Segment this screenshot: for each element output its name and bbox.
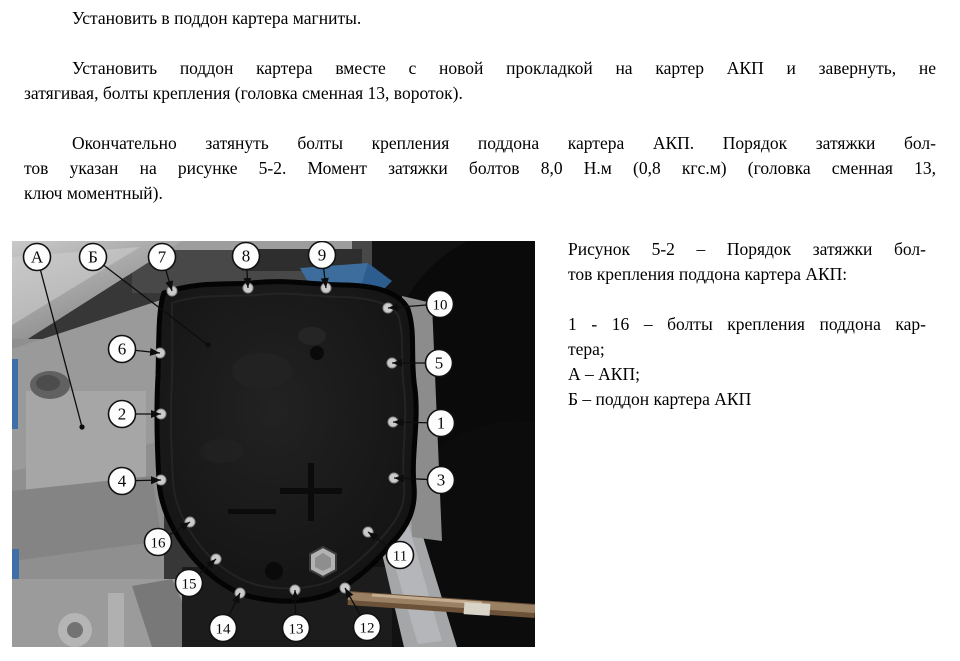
- svg-text:1: 1: [436, 413, 446, 433]
- callout-10: [427, 291, 454, 318]
- callout-1: [428, 410, 455, 437]
- callout-12: [354, 614, 381, 641]
- paragraph-line: затягивая, болты крепления (головка сменная 13, вороток).: [24, 83, 463, 103]
- svg-text:4: 4: [117, 471, 127, 491]
- callout-3: [428, 467, 455, 494]
- callout-2: [109, 401, 136, 428]
- callout-11: [387, 542, 414, 569]
- caption-line: 1 - 16 – болты крепления поддона кар-: [568, 314, 926, 334]
- callout-9: [309, 242, 336, 269]
- svg-text:6: 6: [117, 339, 127, 359]
- callout-14: [210, 615, 237, 642]
- figure-photo: [12, 241, 535, 647]
- caption-line: А – АКП;: [568, 364, 640, 384]
- paragraph-line: Установить поддон картера вместе с новой прокладкой на картер АКП и завернуть, не: [72, 58, 936, 78]
- callout-13: [283, 615, 310, 642]
- paragraph: [24, 56, 936, 106]
- callout-15: [176, 570, 203, 597]
- svg-text:7: 7: [157, 247, 167, 267]
- svg-text:15: 15: [181, 576, 197, 593]
- callout-А: [24, 244, 51, 271]
- callout-16: [145, 529, 172, 556]
- svg-text:Б: Б: [88, 247, 98, 267]
- callout-6: [109, 336, 136, 363]
- svg-text:2: 2: [117, 404, 127, 424]
- svg-text:13: 13: [288, 621, 304, 638]
- callout-4: [109, 468, 136, 495]
- callout-7: [149, 244, 176, 271]
- paragraph-line: Установить в поддон картера магниты.: [72, 8, 362, 28]
- caption-line: тов крепления поддона картера АКП:: [568, 264, 848, 284]
- instructions: [24, 6, 936, 231]
- svg-text:10: 10: [432, 297, 448, 314]
- svg-text:5: 5: [434, 353, 444, 373]
- paragraph-line: Окончательно затянуть болты крепления поддона картера АКП. Порядок затяжки бол-: [72, 133, 936, 153]
- pan-photo-svg: [12, 241, 535, 647]
- paragraph: [24, 131, 936, 206]
- caption-line: тера;: [568, 339, 605, 359]
- svg-text:9: 9: [317, 245, 327, 265]
- figure-caption: [568, 237, 926, 412]
- svg-text:14: 14: [215, 621, 231, 638]
- callout-Б: [80, 244, 107, 271]
- caption-line: Б – поддон картера АКП: [568, 389, 752, 409]
- caption-line: Рисунок 5-2 – Порядок затяжки бол-: [568, 239, 926, 259]
- svg-text:11: 11: [392, 548, 408, 565]
- svg-text:16: 16: [150, 535, 166, 552]
- svg-text:А: А: [30, 247, 44, 267]
- callout-8: [233, 243, 260, 270]
- svg-text:12: 12: [359, 620, 375, 637]
- paragraph-line: ключ моментный).: [24, 183, 163, 203]
- svg-text:8: 8: [241, 246, 251, 266]
- paragraph-line: тов указан на рисунке 5-2. Момент затяжки болтов 8,0 Н.м (0,8 кгс.м) (головка сменная 13,: [24, 158, 936, 178]
- callout-5: [426, 350, 453, 377]
- caption-line: [568, 287, 926, 312]
- photo-background-art: [12, 241, 535, 647]
- paragraph: [24, 6, 936, 31]
- svg-text:3: 3: [436, 470, 446, 490]
